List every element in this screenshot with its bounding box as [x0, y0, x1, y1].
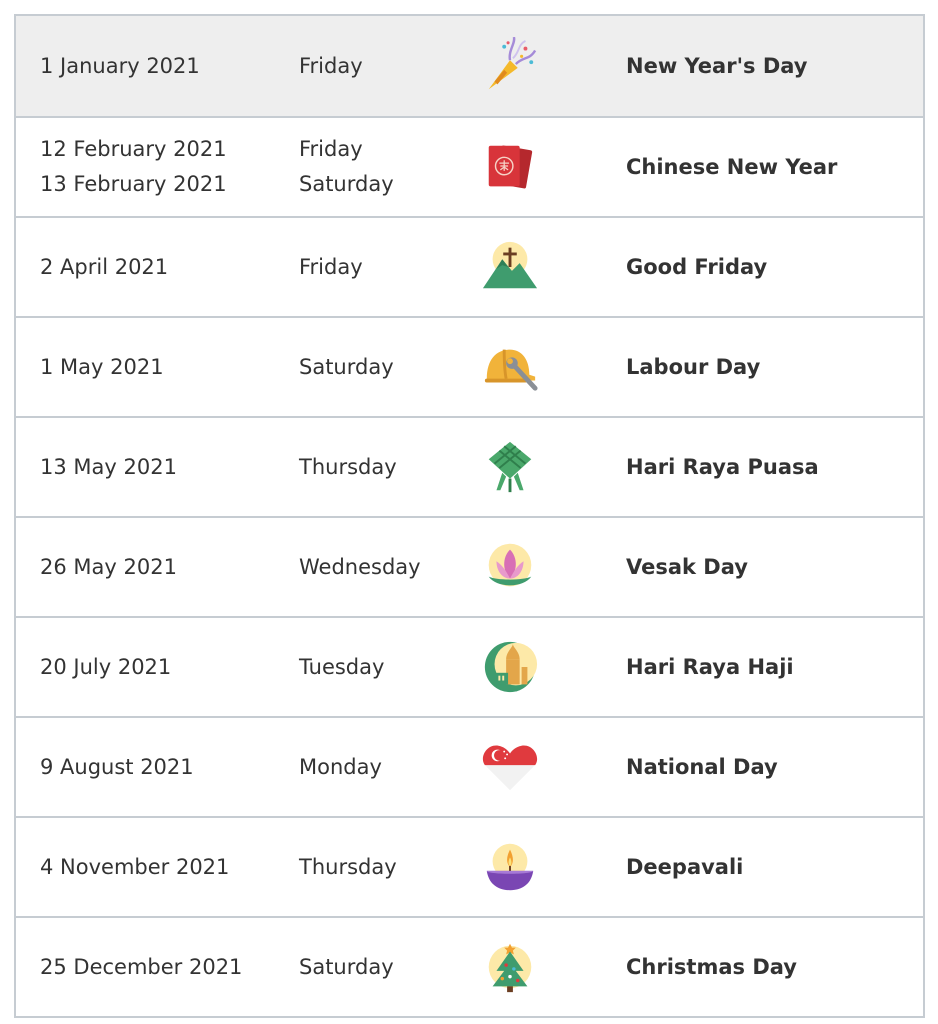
date-text: 13 February 2021	[40, 172, 227, 196]
date-text: 25 December 2021	[40, 954, 243, 979]
table-row	[16, 216, 923, 316]
icon-cell	[478, 718, 542, 816]
day-cell	[299, 818, 459, 916]
holiday-name: Christmas Day	[626, 954, 797, 979]
holiday-name-cell	[626, 318, 916, 416]
date-text: 1 May 2021	[40, 354, 164, 379]
holiday-name-cell	[626, 718, 916, 816]
holiday-name-cell	[626, 818, 916, 916]
icon-cell	[478, 918, 542, 1016]
date-cell	[40, 318, 290, 416]
holiday-name: Hari Raya Haji	[626, 654, 794, 679]
day-cell	[299, 118, 459, 216]
day-cell	[299, 418, 459, 516]
holiday-name-cell	[626, 218, 916, 316]
date-cell	[40, 918, 290, 1016]
date-text: 1 January 2021	[40, 53, 200, 78]
icon-cell	[478, 118, 542, 216]
cross-mountain-icon	[481, 238, 539, 296]
hardhat-wrench-icon	[481, 338, 539, 396]
lotus-icon	[481, 538, 539, 596]
icon-cell	[478, 818, 542, 916]
party-popper-icon	[481, 37, 539, 95]
icon-cell	[478, 318, 542, 416]
date-text: 20 July 2021	[40, 654, 172, 679]
day-cell	[299, 16, 459, 116]
table-row	[16, 816, 923, 916]
date-cell	[40, 16, 290, 116]
date-text: 12 February 2021	[40, 137, 227, 161]
holiday-name-cell	[626, 918, 916, 1016]
holiday-name-cell	[626, 16, 916, 116]
ketupat-icon	[481, 438, 539, 496]
day-text: Saturday	[299, 954, 394, 979]
icon-cell	[478, 418, 542, 516]
day-cell	[299, 218, 459, 316]
table-row	[16, 516, 923, 616]
icon-cell	[478, 618, 542, 716]
singapore-flag-heart-icon	[481, 738, 539, 796]
date-cell	[40, 618, 290, 716]
day-text: Saturday	[299, 172, 394, 196]
day-cell	[299, 518, 459, 616]
day-cell	[299, 918, 459, 1016]
table-row	[16, 16, 923, 116]
holiday-name: Vesak Day	[626, 554, 748, 579]
diya-lamp-icon	[481, 838, 539, 896]
day-text: Monday	[299, 754, 382, 779]
icon-cell	[478, 218, 542, 316]
holiday-name: Chinese New Year	[626, 154, 838, 179]
holiday-name-cell	[626, 518, 916, 616]
date-text: 4 November 2021	[40, 854, 230, 879]
holiday-name: Good Friday	[626, 254, 768, 279]
table-row	[16, 916, 923, 1016]
date-text: 2 April 2021	[40, 254, 169, 279]
day-cell	[299, 318, 459, 416]
holiday-table	[14, 14, 925, 1018]
date-cell	[40, 718, 290, 816]
date-cell	[40, 118, 290, 216]
holiday-name-cell	[626, 418, 916, 516]
day-text: Saturday	[299, 354, 394, 379]
holiday-name: Deepavali	[626, 854, 744, 879]
red-envelope-icon	[481, 138, 539, 196]
day-text: Tuesday	[299, 654, 385, 679]
holiday-name: Hari Raya Puasa	[626, 454, 819, 479]
day-text: Wednesday	[299, 554, 421, 579]
day-cell	[299, 618, 459, 716]
day-cell	[299, 718, 459, 816]
table-row	[16, 116, 923, 216]
mosque-crescent-icon	[481, 638, 539, 696]
date-cell	[40, 218, 290, 316]
day-text: Thursday	[299, 454, 397, 479]
date-cell	[40, 518, 290, 616]
day-text: Friday	[299, 254, 363, 279]
date-text: 26 May 2021	[40, 554, 177, 579]
icon-cell	[478, 16, 542, 116]
date-text: 9 August 2021	[40, 754, 194, 779]
holiday-name: National Day	[626, 754, 778, 779]
icon-cell	[478, 518, 542, 616]
holiday-name: Labour Day	[626, 354, 761, 379]
table-row	[16, 316, 923, 416]
table-row	[16, 716, 923, 816]
holiday-name: New Year's Day	[626, 53, 808, 78]
day-text: Friday	[299, 53, 363, 78]
table-row	[16, 616, 923, 716]
christmas-tree-icon	[481, 938, 539, 996]
date-text: 13 May 2021	[40, 454, 177, 479]
date-cell	[40, 818, 290, 916]
table-row	[16, 416, 923, 516]
day-text: Thursday	[299, 854, 397, 879]
date-cell	[40, 418, 290, 516]
holiday-name-cell	[626, 118, 916, 216]
day-text: Friday	[299, 137, 363, 161]
holiday-name-cell	[626, 618, 916, 716]
